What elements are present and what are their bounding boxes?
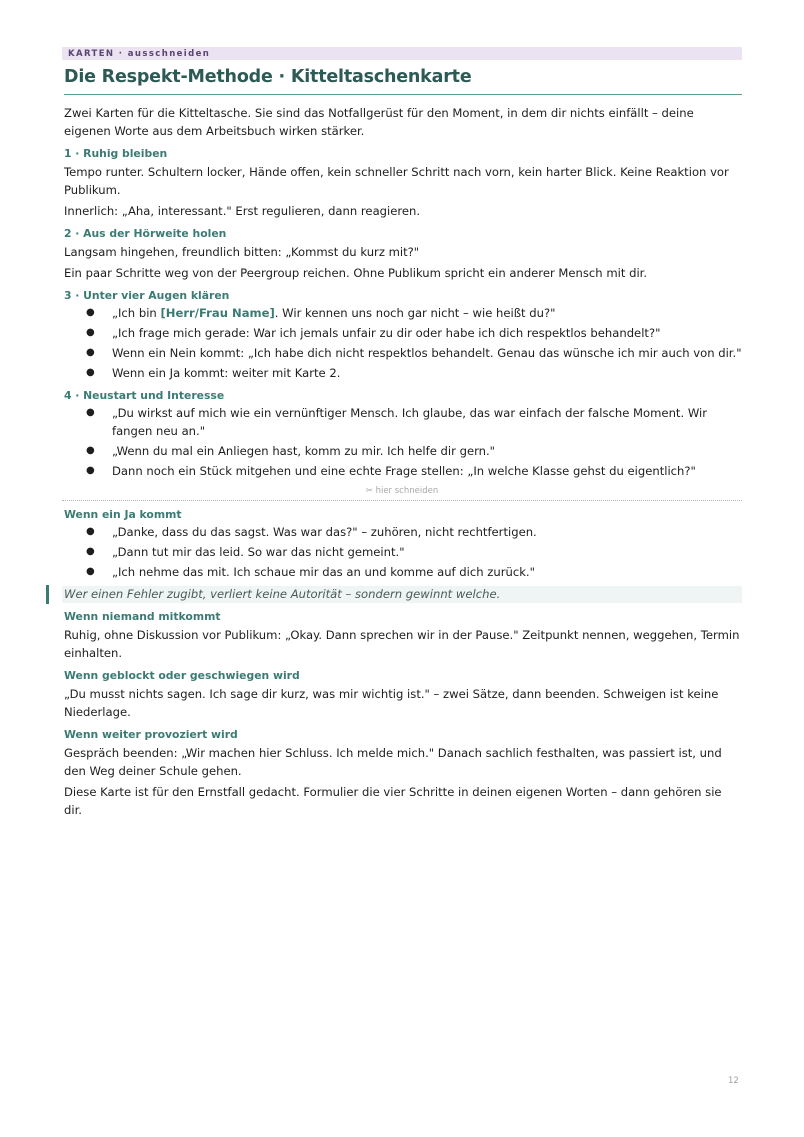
ja-heading: Wenn ein Ja kommt — [64, 508, 182, 521]
list-item: ● „Ich nehme das mit. Ich schaue mir das an und komme auf dich zurück." — [62, 563, 742, 581]
step3-heading: 3 · Unter vier Augen klären — [64, 289, 230, 302]
ja-list — [62, 523, 742, 581]
page-number: 12 — [728, 1076, 739, 1086]
list-item: ● Wenn ein Nein kommt: „Ich habe dich nicht respektlos behandelt. Genau das wünsche ich mir auch von dir." — [62, 344, 742, 362]
quote-box — [62, 586, 742, 603]
step4-heading: 4 · Neustart und Interesse — [64, 389, 225, 402]
step1-text-1: Tempo runter. Schultern locker, Hände offen, kein schneller Schritt nach vorn, kein harter Blick. Keine Reaktion vor Publikum. — [64, 165, 729, 197]
list-item — [62, 304, 742, 322]
provoziert-text-2: Diese Karte ist für den Ernstfall gedacht. Formulier die vier Schritte in deinen eigenen Worten – dann gehören sie dir. — [64, 785, 722, 817]
geblockt-text: „Du musst nichts sagen. Ich sage dir kurz, was mir wichtig ist." – zwei Sätze, dann beenden. Schweigen ist keine Niederlage. — [64, 687, 719, 719]
step4-list — [62, 404, 742, 480]
quote-text: Wer einen Fehler zugibt, verliert keine Autorität – sondern gewinnt welche. — [64, 587, 501, 601]
cut-label: hier schneiden — [375, 486, 439, 496]
step2-text-1: Langsam hingehen, freundlich bitten: „Kommst du kurz mit?" — [64, 245, 420, 259]
list-item: ● Dann noch ein Stück mitgehen und eine echte Frage stellen: „In welche Klasse gehst du eigentlich?" — [62, 462, 742, 480]
intro-text: Zwei Karten für die Kitteltasche. Sie sind das Notfallgerüst für den Moment, in dem dir nichts einfällt – deine eigenen Worte aus dem Arbeitsbuch wirken stärker. — [64, 106, 694, 138]
scissors-icon: ✂ — [365, 486, 373, 496]
list-item: ● „Du wirkst auf mich wie ein vernünftiger Mensch. Ich glaube, das war einfach der falsche Moment. Wir fangen neu an." — [62, 404, 742, 440]
page-content — [62, 47, 742, 819]
list-item-text: „Ich bin — [112, 306, 161, 320]
niemand-heading: Wenn niemand mitkommt — [64, 610, 221, 623]
list-item: ● „Dann tut mir das leid. So war das nicht gemeint." — [62, 543, 742, 561]
list-item: ● „Wenn du mal ein Anliegen hast, komm zu mir. Ich helfe dir gern." — [62, 442, 742, 460]
niemand-text: Ruhig, ohne Diskussion vor Publikum: „Okay. Dann sprechen wir in der Pause." Zeitpunkt nennen, weggehen, Termin einhalten. — [64, 628, 740, 660]
page-title: Die Respekt-Methode · Kitteltaschenkarte — [64, 67, 742, 95]
step1-heading: 1 · Ruhig bleiben — [64, 147, 168, 160]
provoziert-text-1: Gespräch beenden: „Wir machen hier Schluss. Ich melde mich." Danach sachlich festhalten, was passiert ist, und den Weg deiner Schule gehen. — [64, 746, 722, 778]
section-kicker: KARTEN · ausschneiden — [62, 47, 742, 60]
step2-text-2: Ein paar Schritte weg von der Peergroup reichen. Ohne Publikum spricht ein anderer Mensch mit dir. — [64, 266, 648, 280]
list-item: ● Wenn ein Ja kommt: weiter mit Karte 2. — [62, 364, 742, 382]
cut-line — [62, 486, 742, 501]
name-placeholder: [Herr/Frau Name] — [160, 306, 275, 320]
quote-bar — [46, 585, 49, 604]
step1-text-2: Innerlich: „Aha, interessant." Erst regulieren, dann reagieren. — [64, 204, 421, 218]
step3-list — [62, 304, 742, 382]
provoziert-heading: Wenn weiter provoziert wird — [64, 728, 238, 741]
list-item: ● „Ich frage mich gerade: War ich jemals unfair zu dir oder habe ich dich respektlos behandelt?" — [62, 324, 742, 342]
step2-heading: 2 · Aus der Hörweite holen — [64, 227, 227, 240]
geblockt-heading: Wenn geblockt oder geschwiegen wird — [64, 669, 300, 682]
list-item-text: . Wir kennen uns noch gar nicht – wie heißt du?" — [274, 306, 556, 320]
list-item: ● „Danke, dass du das sagst. Was war das?" – zuhören, nicht rechtfertigen. — [62, 523, 742, 541]
